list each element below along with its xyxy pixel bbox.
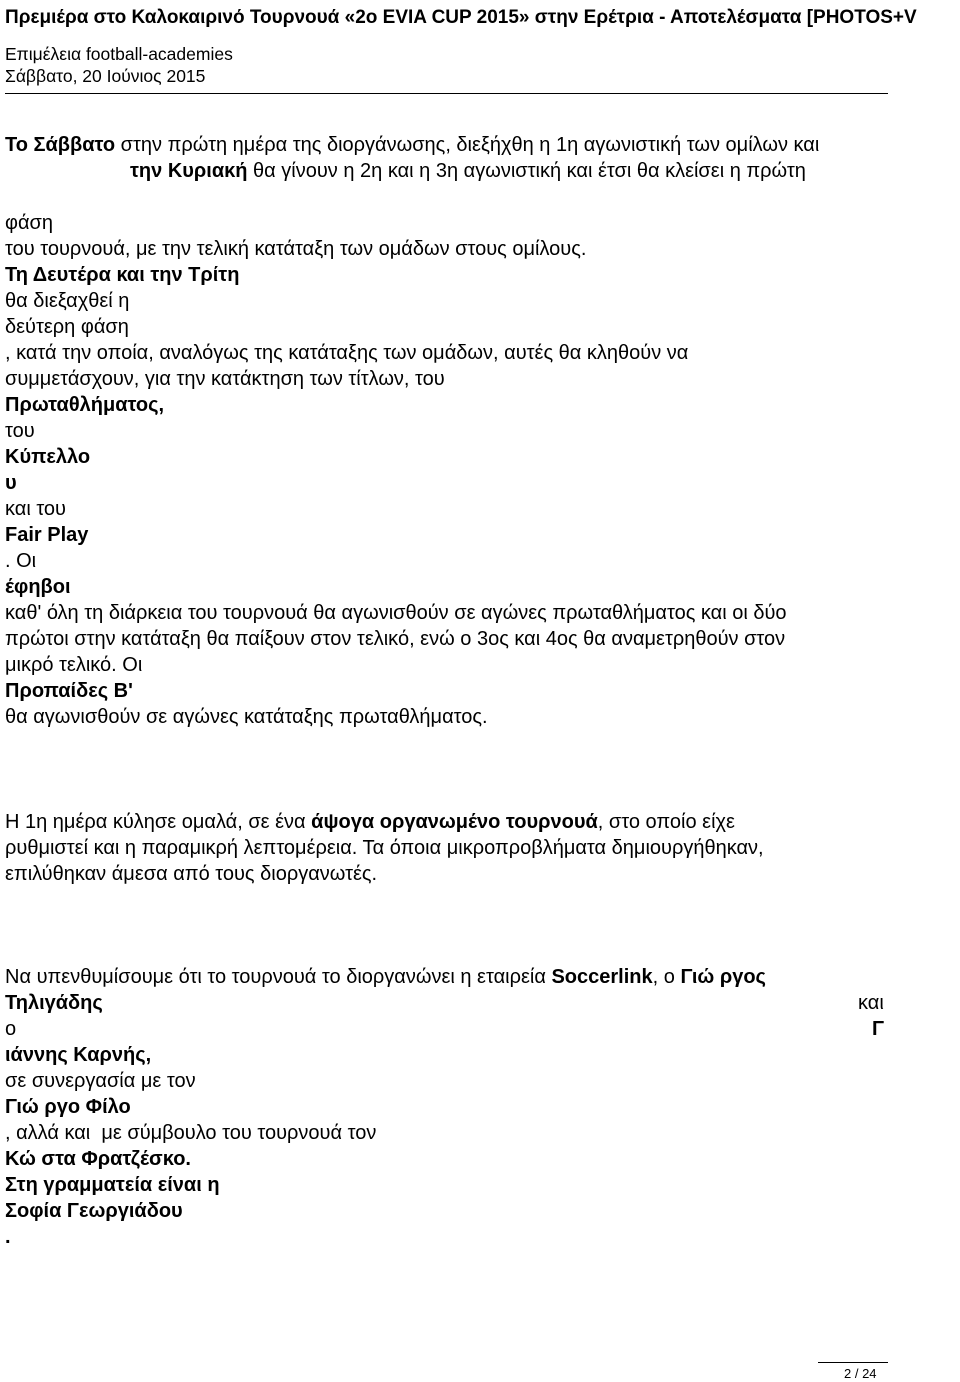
body-text: ο	[5, 1018, 17, 1040]
body-text: καθ' όλη τη διάρκεια του τουρνουά θα αγωνισθούν σε αγώνες πρωταθλήματος και οι δύο	[5, 602, 787, 624]
body-text: θα διεξαχθεί η	[5, 290, 130, 312]
text-line	[5, 835, 955, 861]
emphasis-text: Προπαίδες Β'	[5, 680, 133, 702]
text-line	[5, 1120, 955, 1146]
text-line	[5, 158, 955, 184]
emphasis-text: έφηβοι	[5, 576, 71, 598]
text-line	[5, 1146, 955, 1172]
emphasis-text: Σοφία Γεωργιάδου	[5, 1200, 183, 1222]
emphasis-text: υ	[5, 472, 17, 494]
text-line	[5, 704, 955, 730]
text-line	[5, 600, 955, 626]
emphasis-text: Κύπελλο	[5, 446, 91, 468]
body-text: συμμετάσχουν, για την κατάκτηση των τίτλων, του	[5, 368, 445, 390]
publish-date: Σάββατο, 20 Ιούνιος 2015	[5, 66, 206, 86]
body-text: του τουρνουά, με την τελική κατάταξη των ομάδων στους ομίλους.	[5, 238, 587, 260]
text-line	[5, 444, 955, 470]
paragraph-3	[5, 964, 955, 1250]
text-line	[5, 132, 955, 158]
text-line	[5, 652, 955, 678]
text-line	[5, 861, 955, 887]
text-line	[5, 574, 955, 600]
emphasis-text: Το Σάββατο	[5, 134, 116, 156]
body-text: επιλύθηκαν άμεσα από τους διοργανωτές.	[5, 863, 378, 885]
text-line	[5, 314, 955, 340]
body-text: Να υπενθυμίσουμε ότι το τουρνουά το διοργανώνει η εταιρεία	[5, 966, 552, 988]
body-text: σε συνεργασία με τον	[5, 1070, 196, 1092]
paragraph-1	[5, 132, 955, 730]
text-line	[5, 1042, 955, 1068]
text-line	[5, 470, 955, 496]
body-text: , ο	[652, 966, 681, 988]
text-line	[5, 809, 955, 835]
body-text: . Οι	[5, 550, 37, 572]
text-line	[5, 210, 955, 236]
text-line	[5, 1198, 955, 1224]
text-line	[5, 1172, 955, 1198]
body-text: , κατά την οποία, αναλόγως της κατάταξης των ομάδων, αυτές θα κληθούν να	[5, 342, 689, 364]
body-text: του	[5, 420, 35, 442]
emphasis-text: Στη γραμματεία είναι η	[5, 1174, 220, 1196]
text-line	[5, 964, 955, 990]
byline: Επιμέλεια football-academies	[5, 44, 233, 64]
text-line	[5, 548, 955, 574]
article-title: Πρεμιέρα στο Καλοκαιρινό Τουρνουά «2ο EVIA CUP 2015» στην Ερέτρια - Αποτελέσματα [PHOTOS+V	[5, 7, 917, 28]
text-line	[5, 1224, 955, 1250]
text-line	[5, 236, 955, 262]
emphasis-text: Γ	[872, 1018, 885, 1040]
emphasis-text: ιάννης Καρνής,	[5, 1044, 152, 1066]
emphasis-text: Fair Play	[5, 524, 89, 546]
body-text: θα αγωνισθούν σε αγώνες κατάταξης πρωταθλήματος.	[5, 706, 488, 728]
text-line	[5, 626, 955, 652]
text-line	[5, 678, 955, 704]
body-text: φάση	[5, 212, 53, 234]
body-text: Η 1η ημέρα κύλησε ομαλά, σε ένα	[5, 811, 312, 833]
emphasis-text: Τη Δευτέρα και την Τρίτη	[5, 264, 240, 286]
emphasis-text: Τηλιγάδης	[5, 992, 103, 1014]
emphasis-text: Γιώ ργος	[680, 966, 766, 988]
emphasis-text: την Κυριακή	[130, 160, 248, 182]
text-line	[5, 392, 955, 418]
emphasis-text: Γιώ ργο Φίλο	[5, 1096, 131, 1118]
text-line	[5, 288, 955, 314]
text-line	[5, 1068, 955, 1094]
text-line	[5, 262, 955, 288]
body-text: και του	[5, 498, 66, 520]
footer-divider	[818, 1362, 888, 1363]
body-text: μικρό τελικό. Οι	[5, 654, 143, 676]
emphasis-text: Κώ στα Φρατζέσκο.	[5, 1148, 191, 1170]
page-number: 2 / 24	[844, 1366, 877, 1381]
body-text: ρυθμιστεί και η παραμικρή λεπτομέρεια. Τα όποια μικροπροβλήματα δημιουργήθηκαν,	[5, 837, 764, 859]
body-text: , στο οποίο είχε	[597, 811, 735, 833]
body-text: και	[858, 992, 884, 1014]
text-line	[5, 522, 955, 548]
text-line	[5, 1094, 955, 1120]
body-text: στην πρώτη ημέρα της διοργάνωσης, διεξήχθη η 1η αγωνιστική των ομίλων και	[115, 134, 820, 156]
text-line	[5, 1016, 955, 1042]
text-line	[5, 496, 955, 522]
paragraph-2	[5, 809, 955, 887]
text-line	[5, 418, 955, 444]
emphasis-text: Πρωταθλήματος,	[5, 394, 165, 416]
body-text: θα γίνουν η 2η και η 3η αγωνιστική και έτσι θα κλείσει η πρώτη	[247, 160, 806, 182]
text-line	[5, 340, 955, 366]
text-line	[5, 990, 955, 1016]
body-text: πρώτοι στην κατάταξη θα παίξουν στον τελικό, ενώ ο 3ος και 4ος θα αναμετρηθούν στον	[5, 628, 786, 650]
header-divider	[5, 93, 888, 94]
emphasis-text: Soccerlink	[551, 966, 653, 988]
body-text: δεύτερη φάση	[5, 316, 129, 338]
emphasis-text: άψογα οργανωμένο τουρνουά	[311, 811, 598, 833]
body-text: , αλλά και με σύμβουλο του τουρνουά τον	[5, 1122, 377, 1144]
text-line	[5, 366, 955, 392]
emphasis-text: .	[5, 1226, 11, 1248]
